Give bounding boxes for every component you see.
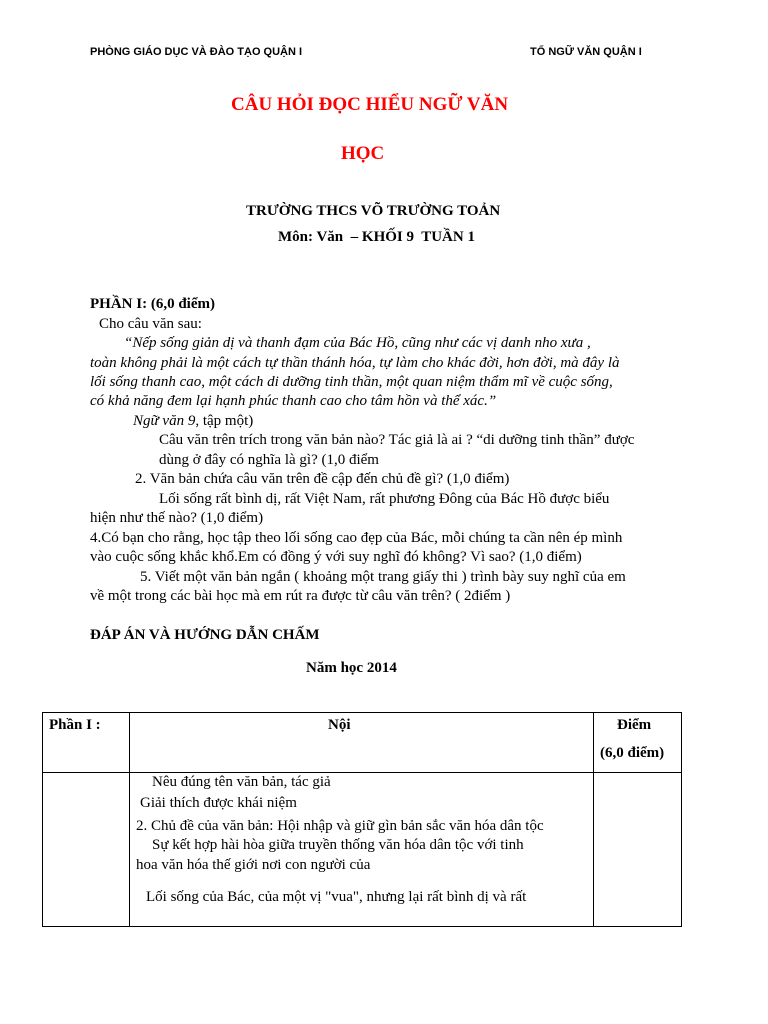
header-content-label: Nội [328, 717, 351, 733]
grading-table [42, 712, 682, 927]
quote-line-3: lối sống thanh cao, một cách di dưỡng tinh thần, một quan niệm thẩm mĩ về cuộc sống, [90, 374, 613, 390]
answer-line-5: hoa văn hóa thế giới nơi con người của [136, 857, 371, 873]
question-5-line-2: về một trong các bài học mà em rút ra được từ câu văn trên? ( 2điểm ) [90, 588, 511, 604]
quote-line-4: có khả năng đem lại hạnh phúc thanh cao cho tâm hồn và thể xác.” [90, 393, 497, 409]
table-header-content [130, 713, 594, 773]
header-part-label: Phần I : [49, 717, 101, 733]
table-cell-content [130, 773, 594, 927]
answer-line-6: Lối sống của Bác, của một vị "vua", nhưng lại rất bình dị và rất [146, 889, 527, 905]
subject-line: Môn: Văn – KHỐI 9 TUẦN 1 [278, 229, 475, 245]
question-3-line-1: Lối sống rất bình dị, rất Việt Nam, rất phương Đông của Bác Hồ được biểu [159, 491, 610, 507]
table-cell-part [43, 773, 130, 927]
source-book: Ngữ văn 9 [133, 413, 196, 429]
question-1-line-1: Câu văn trên trích trong văn bản nào? Tác giả là ai ? “di dưỡng tinh thần” được [159, 432, 635, 448]
table-header-row [43, 713, 682, 773]
school-name: TRƯỜNG THCS VÕ TRƯỜNG TOẢN [246, 203, 501, 219]
document-title: CÂU HỎI ĐỌC HIỂU NGỮ VĂN [231, 94, 509, 115]
answer-line-1: Nêu đúng tên văn bản, tác giả [152, 774, 331, 790]
quote-line-2: toàn không phải là một cách tự thần thánh hóa, tự làm cho khác đời, hơn đời, mà đây là [90, 355, 620, 371]
header-score-label: Điểm [617, 717, 652, 733]
header-right-group: TỔ NGỮ VĂN QUẬN I [530, 46, 642, 58]
source-volume: , tập một) [195, 413, 254, 429]
table-header-score [594, 713, 682, 773]
table-header-part [43, 713, 130, 773]
quote-source [133, 413, 253, 430]
header-score-total: (6,0 điểm) [600, 745, 665, 761]
part1-heading: PHẦN I: (6,0 điểm) [90, 296, 215, 312]
table-row [43, 773, 682, 927]
answer-line-4: Sự kết hợp hài hòa giữa truyền thống văn hóa dân tộc với tinh [152, 837, 524, 853]
answer-line-3: 2. Chủ đề của văn bản: Hội nhập và giữ gìn bản sắc văn hóa dân tộc [136, 818, 544, 834]
quote-line-1: “Nếp sống giản dị và thanh đạm của Bác Hồ, cũng như các vị danh nho xưa , [124, 335, 591, 351]
question-2: 2. Văn bản chứa câu văn trên đề cập đến chủ đề gì? (1,0 điểm) [135, 471, 510, 487]
answer-line-2: Giải thích được khái niệm [140, 795, 297, 811]
answer-year: Năm học 2014 [306, 660, 397, 676]
document-title-continued: HỌC [341, 143, 385, 164]
part1-intro: Cho câu văn sau: [99, 316, 202, 332]
question-5-line-1: 5. Viết một văn bản ngắn ( khoảng một trang giấy thi ) trình bày suy nghĩ của em [140, 569, 626, 585]
header-left-department: PHÒNG GIÁO DỤC VÀ ĐÀO TẠO QUẬN I [90, 46, 303, 58]
answer-heading: ĐÁP ÁN VÀ HƯỚNG DẪN CHẤM [90, 627, 320, 643]
question-4-line-2: vào cuộc sống khắc khổ.Em có đồng ý với suy nghĩ đó không? Vì sao? (1,0 điểm) [90, 549, 582, 565]
question-4-line-1: 4.Có bạn cho rằng, học tập theo lối sống cao đẹp của Bác, mỗi chúng ta cần nên ép mình [90, 530, 623, 546]
question-1-line-2: dùng ở đây có nghĩa là gì? (1,0 điểm [159, 452, 379, 468]
question-3-line-2: hiện như thế nào? (1,0 điểm) [90, 510, 264, 526]
table-cell-score [594, 773, 682, 927]
